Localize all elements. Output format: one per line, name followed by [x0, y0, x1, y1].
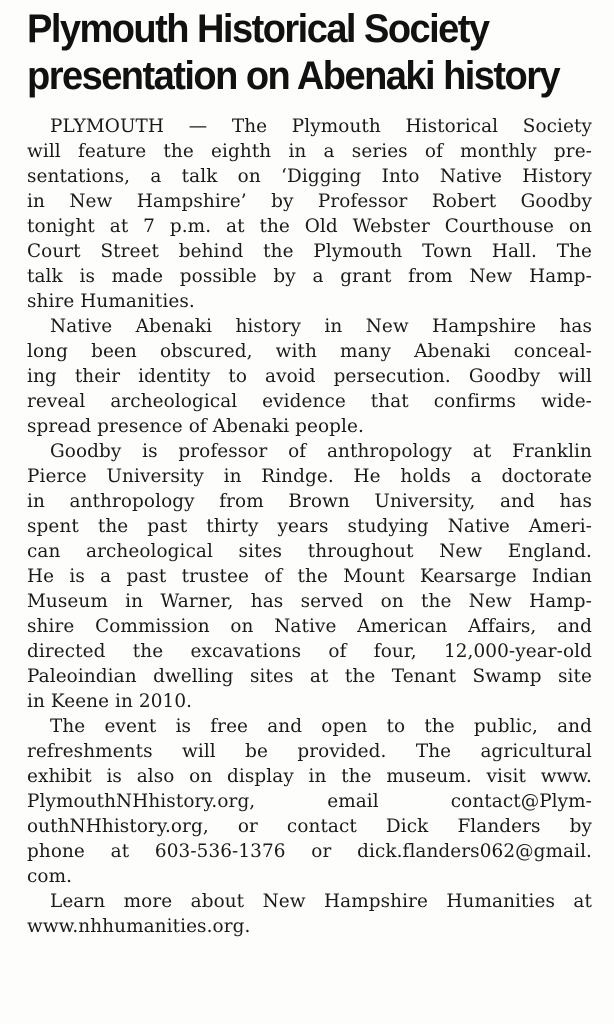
paragraph-speaker-bio: [27, 439, 592, 714]
text-line: Native Abenaki history in New Hampshire has: [50, 316, 592, 337]
text-line: in anthropology from Brown University, and has: [27, 491, 592, 512]
text-line: exhibit is also on display in the museum. visit www.: [27, 766, 592, 787]
headline-line-1: Plymouth Historical Society: [27, 7, 489, 51]
text-line: in Keene in 2010.: [27, 691, 193, 712]
article-body: [27, 114, 592, 939]
text-line: spread presence of Abenaki people.: [27, 416, 364, 437]
paragraph-abenaki-history: [27, 314, 592, 439]
text-line: Court Street behind the Plymouth Town Hall. The: [27, 241, 592, 262]
text-line: can archeological sites throughout New England.: [27, 541, 592, 562]
text-line: directed the excavations of four, 12,000-year-old: [27, 641, 592, 662]
text-line: shire Humanities.: [27, 291, 195, 312]
text-line: PLYMOUTH — The Plymouth Historical Society: [50, 116, 592, 137]
text-line: will feature the eighth in a series of monthly pre-: [27, 141, 592, 162]
text-line: phone at 603-536-1376 or dick.flanders062@gmail.: [27, 841, 592, 862]
text-line: in New Hampshire’ by Professor Robert Goodby: [27, 191, 592, 212]
text-line: www.nhhumanities.org.: [27, 916, 251, 937]
headline-line-2: presentation on Abenaki history: [27, 54, 560, 98]
text-line: sentations, a talk on ‘Digging Into Native History: [27, 166, 592, 187]
text-line: reveal archeological evidence that confirms wide-: [27, 391, 592, 412]
paragraph-learn-more: [27, 889, 592, 939]
text-line: Museum in Warner, has served on the New Hamp-: [27, 591, 592, 612]
text-line: Paleoindian dwelling sites at the Tenant Swamp site: [27, 666, 592, 687]
text-line: He is a past trustee of the Mount Kearsarge Indian: [27, 566, 592, 587]
article-headline: [27, 6, 597, 100]
text-line: com.: [27, 866, 73, 887]
paragraph-event-details: [27, 714, 592, 889]
text-line: ing their identity to avoid persecution. Goodby will: [27, 366, 592, 387]
paragraph-intro: [27, 114, 592, 314]
text-line: outhNHhistory.org, or contact Dick Flanders by: [27, 816, 592, 837]
text-line: Learn more about New Hampshire Humanities at: [50, 891, 592, 912]
text-line: shire Commission on Native American Affairs, and: [27, 616, 592, 637]
text-line: Goodby is professor of anthropology at Franklin: [50, 441, 592, 462]
text-line: tonight at 7 p.m. at the Old Webster Courthouse on: [27, 216, 592, 237]
text-line: talk is made possible by a grant from New Hamp-: [27, 266, 592, 287]
text-line: Pierce University in Rindge. He holds a doctorate: [27, 466, 592, 487]
text-line: spent the past thirty years studying Native Ameri-: [27, 516, 592, 537]
text-line: PlymouthNHhistory.org, email contact@Plym-: [27, 791, 592, 812]
text-line: long been obscured, with many Abenaki conceal-: [27, 341, 592, 362]
text-line: refreshments will be provided. The agricultural: [27, 741, 592, 762]
text-line: The event is free and open to the public, and: [50, 716, 592, 737]
